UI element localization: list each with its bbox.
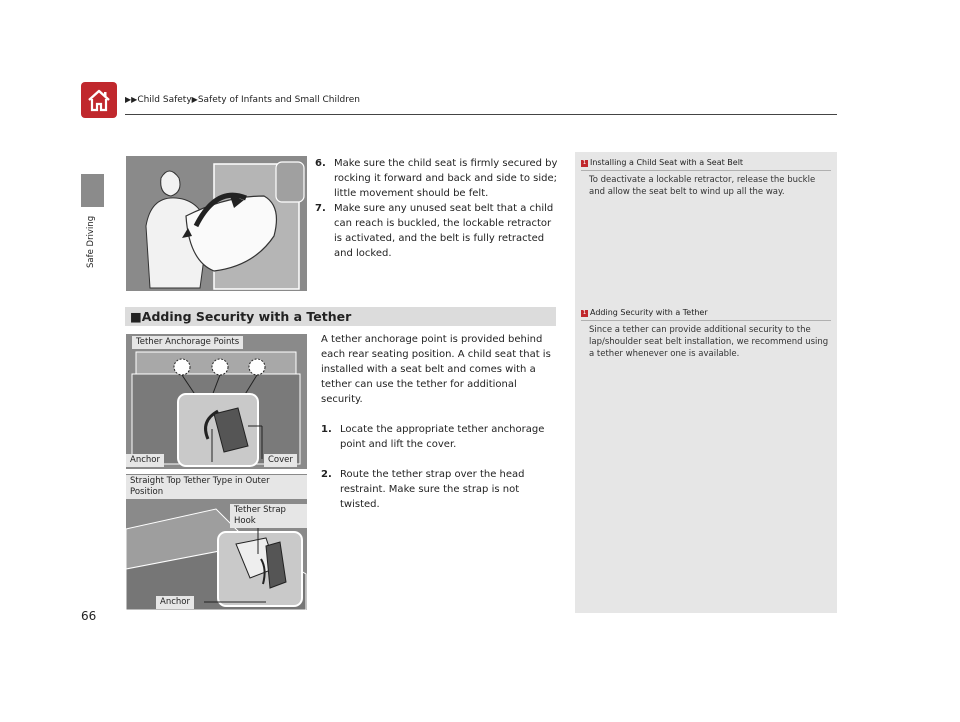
figure-label-tether-anchorage-points: Tether Anchorage Points <box>132 336 243 349</box>
step-item <box>315 201 561 261</box>
tether-anchorage-drawing <box>126 334 307 469</box>
step-text: Make sure any unused seat belt that a child can reach is buckled, the lockable retractor is activated, and the belt is fully retracted and locked. <box>334 203 554 259</box>
tether-anchorage-points-illustration <box>126 334 307 469</box>
instruction-steps-bottom <box>321 422 561 527</box>
note-marker-icon: 1 <box>582 160 587 166</box>
breadcrumb <box>125 95 360 105</box>
note-marker-icon: 1 <box>582 310 587 316</box>
step-number: 1. <box>321 424 332 435</box>
step-text: Make sure the child seat is firmly secured by rocking it forward and back and side to side; little movement should be felt. <box>334 158 558 199</box>
section-heading-text: ■Adding Security with a Tether <box>130 309 352 324</box>
note-title-text: Adding Security with a Tether <box>590 308 708 317</box>
step-number: 6. <box>315 158 326 169</box>
straight-top-tether-illustration <box>126 474 307 610</box>
section-heading <box>125 307 556 326</box>
step-item <box>321 422 561 452</box>
section-tab-marker <box>81 174 104 207</box>
breadcrumb-current: Safety of Infants and Small Children <box>197 95 360 105</box>
step-item <box>321 467 561 512</box>
step-number: 2. <box>321 469 332 480</box>
figure-label-cover: Cover <box>264 454 297 467</box>
header-divider <box>125 114 837 115</box>
note-divider <box>581 170 831 171</box>
step-item <box>315 156 561 201</box>
home-icon <box>81 82 117 118</box>
breadcrumb-child-safety[interactable]: Child Safety <box>137 95 192 105</box>
notes-sidebar <box>575 152 837 613</box>
note-installing-child-seat <box>581 157 831 198</box>
note-adding-security-tether <box>581 307 831 360</box>
side-section-label <box>86 216 100 276</box>
step-text: Route the tether strap over the head restraint. Make sure the strap is not twisted. <box>340 469 525 510</box>
child-seat-figure-drawing <box>126 156 307 291</box>
note-divider <box>581 320 831 321</box>
note-body: Since a tether can provide additional security to the lap/shoulder seat belt installation, we recommend using a tether whenever one is available. <box>589 325 829 359</box>
figure-label-tether-strap-hook: Tether Strap Hook <box>230 504 307 528</box>
note-title <box>581 157 831 168</box>
side-section-label-text: Safe Driving <box>86 215 96 268</box>
child-seat-rocking-illustration <box>126 156 307 291</box>
note-body: To deactivate a lockable retractor, release the buckle and allow the seat belt to wind up all the way. <box>589 175 816 197</box>
note-title <box>581 307 831 318</box>
home-button[interactable] <box>81 82 117 118</box>
figure-label-anchor: Anchor <box>156 596 194 609</box>
breadcrumb-arrow-icon: ▶▶ <box>125 95 138 104</box>
figure-label-anchor: Anchor <box>126 454 164 467</box>
step-text: Locate the appropriate tether anchorage point and lift the cover. <box>340 424 545 450</box>
note-title-text: Installing a Child Seat with a Seat Belt <box>590 158 744 167</box>
breadcrumb-arrow-icon: ▶ <box>191 95 198 104</box>
step-number: 7. <box>315 203 326 214</box>
page-number: 66 <box>81 609 97 623</box>
tether-intro-paragraph: A tether anchorage point is provided behind each rear seating position. A child seat that is installed with a seat belt and comes with a tether can use the tether for additional security. <box>321 334 551 405</box>
instruction-steps-top <box>315 156 561 261</box>
figure-label-straight-top-tether: Straight Top Tether Type in Outer Position <box>126 475 307 499</box>
